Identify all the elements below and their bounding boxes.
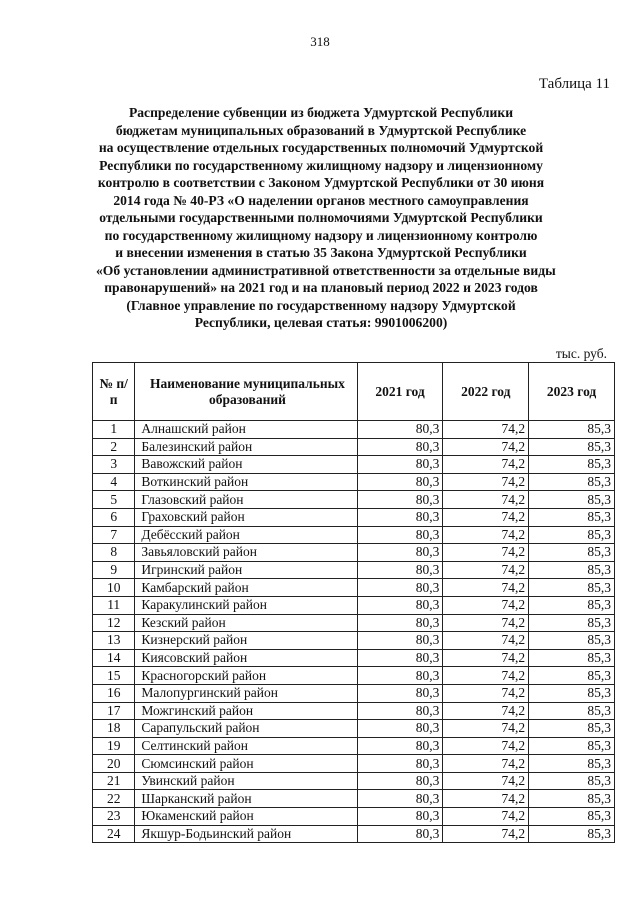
municipality-name: Малопургинский район (135, 684, 357, 702)
value-2022: 74,2 (443, 772, 529, 790)
value-2021: 80,3 (357, 772, 443, 790)
municipality-name: Селтинский район (135, 737, 357, 755)
header-num: № п/п (93, 363, 135, 421)
table-row (93, 561, 615, 579)
table-row (93, 438, 615, 456)
row-number: 6 (93, 508, 135, 526)
row-number: 14 (93, 649, 135, 667)
municipality-name: Воткинский район (135, 473, 357, 491)
value-2023: 85,3 (529, 737, 615, 755)
table-row (93, 544, 615, 562)
value-2021: 80,3 (357, 596, 443, 614)
row-number: 4 (93, 473, 135, 491)
row-number: 24 (93, 825, 135, 843)
value-2022: 74,2 (443, 720, 529, 738)
title-line: 2014 года № 40-РЗ «О наделении органов местного самоуправления (113, 192, 529, 208)
municipality-name: Глазовский район (135, 491, 357, 509)
municipality-name: Кизнерский район (135, 632, 357, 650)
value-2021: 80,3 (357, 825, 443, 843)
value-2021: 80,3 (357, 702, 443, 720)
value-2022: 74,2 (443, 438, 529, 456)
municipality-name: Юкаменский район (135, 808, 357, 826)
subvention-table (92, 362, 615, 843)
value-2021: 80,3 (357, 508, 443, 526)
value-2023: 85,3 (529, 614, 615, 632)
row-number: 1 (93, 421, 135, 439)
value-2021: 80,3 (357, 491, 443, 509)
row-number: 17 (93, 702, 135, 720)
value-2022: 74,2 (443, 508, 529, 526)
value-2021: 80,3 (357, 561, 443, 579)
value-2023: 85,3 (529, 526, 615, 544)
municipality-name: Красногорский район (135, 667, 357, 685)
table-row (93, 737, 615, 755)
value-2023: 85,3 (529, 421, 615, 439)
table-row (93, 772, 615, 790)
value-2022: 74,2 (443, 737, 529, 755)
table-row (93, 790, 615, 808)
value-2021: 80,3 (357, 755, 443, 773)
value-2022: 74,2 (443, 755, 529, 773)
value-2023: 85,3 (529, 772, 615, 790)
value-2021: 80,3 (357, 667, 443, 685)
municipality-name: Дебёсский район (135, 526, 357, 544)
value-2022: 74,2 (443, 579, 529, 597)
municipality-name: Алнашский район (135, 421, 357, 439)
row-number: 22 (93, 790, 135, 808)
value-2023: 85,3 (529, 579, 615, 597)
row-number: 19 (93, 737, 135, 755)
value-2021: 80,3 (357, 579, 443, 597)
header-name: Наименование муниципальных образований (135, 363, 357, 421)
row-number: 16 (93, 684, 135, 702)
value-2023: 85,3 (529, 456, 615, 474)
table-body (93, 421, 615, 843)
value-2022: 74,2 (443, 808, 529, 826)
title-line: на осуществление отдельных государственных полномочий Удмуртской (98, 140, 544, 155)
municipality-name: Завьяловский район (135, 544, 357, 562)
row-number: 12 (93, 614, 135, 632)
municipality-name: Вавожский район (135, 456, 357, 474)
value-2022: 74,2 (443, 684, 529, 702)
value-2023: 85,3 (529, 561, 615, 579)
value-2022: 74,2 (443, 473, 529, 491)
value-2021: 80,3 (357, 720, 443, 738)
municipality-name: Сарапульский район (135, 720, 357, 738)
value-2023: 85,3 (529, 649, 615, 667)
municipality-name: Шарканский район (135, 790, 357, 808)
value-2022: 74,2 (443, 456, 529, 474)
row-number: 21 (93, 772, 135, 790)
value-2022: 74,2 (443, 614, 529, 632)
title-line: по государственному жилищному надзору и лицензионному контролю (104, 227, 538, 243)
value-2021: 80,3 (357, 737, 443, 755)
table-row (93, 720, 615, 738)
value-2021: 80,3 (357, 684, 443, 702)
value-2023: 85,3 (529, 544, 615, 562)
title-line: (Главное управление по государственному надзору Удмуртской (126, 297, 516, 313)
units-label: тыс. руб. (555, 346, 607, 361)
table-row (93, 667, 615, 685)
value-2022: 74,2 (443, 702, 529, 720)
title-line: «Об установлении административной ответственности за отдельные виды (96, 262, 556, 278)
value-2023: 85,3 (529, 667, 615, 685)
title-line: отдельными государственными полномочиями Удмуртской Республики (99, 210, 543, 225)
document-title (96, 104, 556, 332)
table-row (93, 632, 615, 650)
row-number: 13 (93, 632, 135, 650)
municipality-name: Кезский район (135, 614, 357, 632)
table-row (93, 491, 615, 509)
value-2022: 74,2 (443, 526, 529, 544)
table-row (93, 508, 615, 526)
table-header-row (93, 363, 615, 421)
table-row (93, 649, 615, 667)
row-number: 5 (93, 491, 135, 509)
value-2021: 80,3 (357, 438, 443, 456)
value-2022: 74,2 (443, 491, 529, 509)
title-line: правонарушений» на 2021 год и на плановый период 2022 и 2023 годов (104, 280, 538, 295)
header-2023: 2023 год (529, 363, 615, 421)
title-line: и внесении изменения в статью 35 Закона Удмуртской Республики (115, 245, 527, 260)
row-number: 10 (93, 579, 135, 597)
municipality-name: Каракулинский район (135, 596, 357, 614)
table-row (93, 755, 615, 773)
row-number: 8 (93, 544, 135, 562)
value-2023: 85,3 (529, 720, 615, 738)
municipality-name: Граховский район (135, 508, 357, 526)
row-number: 23 (93, 808, 135, 826)
value-2023: 85,3 (529, 491, 615, 509)
value-2021: 80,3 (357, 614, 443, 632)
value-2022: 74,2 (443, 544, 529, 562)
value-2023: 85,3 (529, 825, 615, 843)
table-row (93, 614, 615, 632)
title-line: бюджетам муниципальных образований в Удмуртской Республике (115, 122, 527, 138)
value-2023: 85,3 (529, 755, 615, 773)
value-2023: 85,3 (529, 438, 615, 456)
value-2022: 74,2 (443, 667, 529, 685)
value-2023: 85,3 (529, 684, 615, 702)
municipality-name: Камбарский район (135, 579, 357, 597)
value-2022: 74,2 (443, 596, 529, 614)
table-row (93, 526, 615, 544)
table-row (93, 825, 615, 843)
value-2021: 80,3 (357, 649, 443, 667)
value-2023: 85,3 (529, 596, 615, 614)
title-line: контролю в соответствии с Законом Удмуртской Республики от 30 июня (97, 175, 545, 190)
table-label: Таблица 11 (538, 76, 610, 92)
value-2023: 85,3 (529, 632, 615, 650)
value-2021: 80,3 (357, 808, 443, 826)
row-number: 7 (93, 526, 135, 544)
municipality-name: Увинский район (135, 772, 357, 790)
value-2022: 74,2 (443, 790, 529, 808)
row-number: 20 (93, 755, 135, 773)
value-2023: 85,3 (529, 808, 615, 826)
header-2021: 2021 год (357, 363, 443, 421)
value-2021: 80,3 (357, 632, 443, 650)
value-2022: 74,2 (443, 421, 529, 439)
header-2022: 2022 год (443, 363, 529, 421)
table-row (93, 456, 615, 474)
title-line: Республики по государственному жилищному надзору и лицензионному (99, 157, 543, 173)
table-row (93, 421, 615, 439)
row-number: 15 (93, 667, 135, 685)
municipality-name: Балезинский район (135, 438, 357, 456)
municipality-name: Игринский район (135, 561, 357, 579)
table-row (93, 596, 615, 614)
value-2021: 80,3 (357, 526, 443, 544)
table-row (93, 684, 615, 702)
value-2023: 85,3 (529, 790, 615, 808)
value-2023: 85,3 (529, 702, 615, 720)
municipality-name: Можгинский район (135, 702, 357, 720)
value-2021: 80,3 (357, 544, 443, 562)
row-number: 18 (93, 720, 135, 738)
value-2022: 74,2 (443, 561, 529, 579)
value-2022: 74,2 (443, 632, 529, 650)
value-2023: 85,3 (529, 473, 615, 491)
table-row (93, 808, 615, 826)
row-number: 11 (93, 596, 135, 614)
municipality-name: Якшур-Бодьинский район (135, 825, 357, 843)
value-2021: 80,3 (357, 790, 443, 808)
title-line: Республики, целевая статья: 9901006200) (194, 315, 448, 330)
municipality-name: Киясовский район (135, 649, 357, 667)
table-row (93, 579, 615, 597)
table-row (93, 473, 615, 491)
row-number: 9 (93, 561, 135, 579)
value-2023: 85,3 (529, 508, 615, 526)
row-number: 2 (93, 438, 135, 456)
value-2021: 80,3 (357, 421, 443, 439)
value-2021: 80,3 (357, 473, 443, 491)
row-number: 3 (93, 456, 135, 474)
municipality-name: Сюмсинский район (135, 755, 357, 773)
table-row (93, 702, 615, 720)
title-line: Распределение субвенции из бюджета Удмуртской Республики (128, 105, 514, 120)
value-2022: 74,2 (443, 825, 529, 843)
value-2021: 80,3 (357, 456, 443, 474)
value-2022: 74,2 (443, 649, 529, 667)
page-number: 318 (310, 34, 330, 49)
